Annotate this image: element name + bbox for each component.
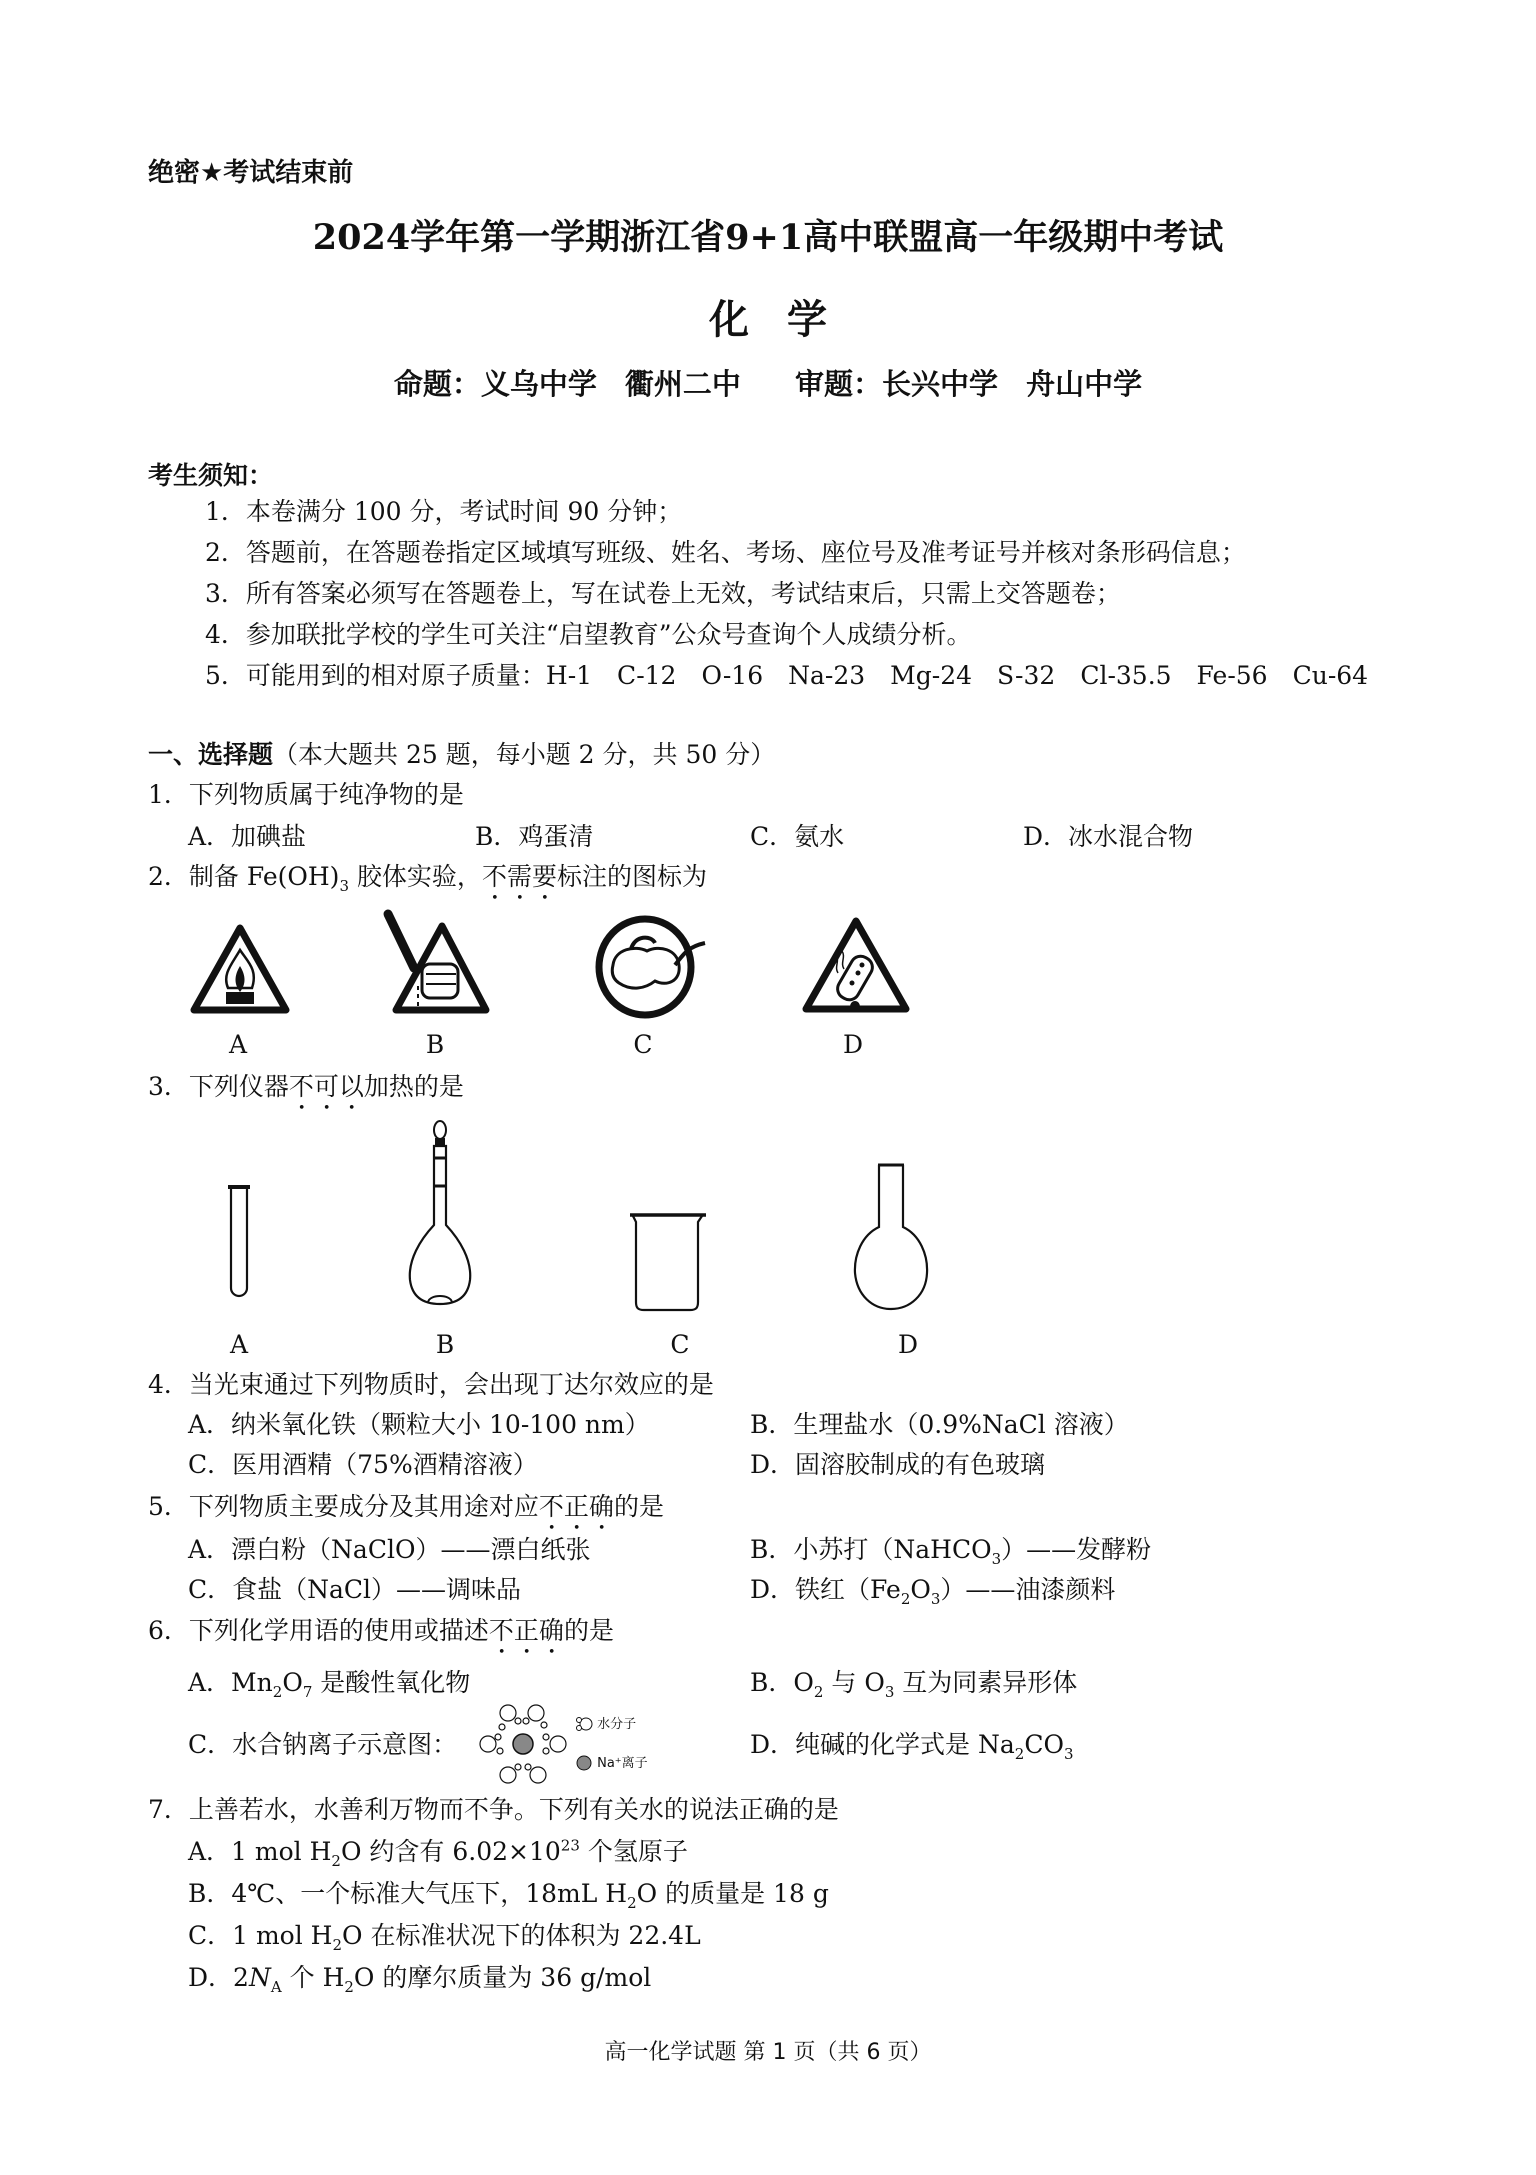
q4-option-a[interactable]: A．纳米氧化铁（颗粒大小 10-100 nm）	[188, 1410, 650, 1439]
q2-icon-label-a: A	[228, 1030, 248, 1059]
q6-option-d[interactable]	[750, 1730, 1074, 1763]
q6-stem-part: 6．下列化学用语的使用或描述	[148, 1616, 489, 1645]
q6-a-part: O	[282, 1668, 303, 1697]
q7-option-a[interactable]	[188, 1836, 688, 1870]
hydrated-sodium-ion-diagram	[478, 1703, 568, 1785]
notice-item: 5．可能用到的相对原子质量：H-1 C-12 O-16 Na-23 Mg-24 S-32 Cl-35.5 Fe-56 Cu-64	[205, 661, 1369, 690]
q6-b-part: 互为同素异形体	[894, 1668, 1078, 1697]
q6-a-sub: 2	[272, 1683, 283, 1701]
q1-option-c[interactable]: C．氨水	[750, 822, 845, 851]
q4-option-d[interactable]: D．固溶胶制成的有色玻璃	[750, 1450, 1046, 1479]
q1-option-b[interactable]: B．鸡蛋清	[475, 822, 594, 851]
q7-a-sub: 2	[331, 1852, 341, 1870]
q7-option-b[interactable]	[188, 1879, 829, 1912]
section-heading-detail: （本大题共 25 题，每小题 2 分，共 50 分）	[273, 740, 776, 769]
q2-stem-part: 标注的图标为	[556, 862, 707, 891]
q2-icon-label-d: D	[842, 1030, 864, 1059]
legend-water	[576, 1713, 676, 1735]
q2-subscript: 3	[339, 877, 349, 895]
q6-a-part: A．Mn	[188, 1668, 273, 1697]
notice-heading: 考生须知：	[148, 461, 274, 490]
q4-option-c[interactable]: C．医用酒精（75%酒精溶液）	[188, 1450, 538, 1479]
q5-b-part: B．小苏打（NaHCO	[750, 1535, 992, 1564]
q3-label-b: B	[435, 1330, 455, 1359]
exam-title: 2024学年第一学期浙江省9+1高中联盟高一年级期中考试	[312, 217, 1224, 258]
q5-option-c[interactable]: C．食盐（NaCl）——调味品	[188, 1575, 522, 1604]
legend-water-label: 水分子	[597, 1717, 637, 1732]
q5-d-part: D．铁红（Fe	[750, 1575, 901, 1604]
q3-emphasis: 不可以	[288, 1072, 364, 1101]
subject-title: 化学	[709, 296, 865, 343]
q7-c-part: O 在标准状况下的体积为 22.4L	[342, 1921, 701, 1950]
q6-option-b[interactable]	[750, 1668, 1078, 1701]
notice-item: 2．答题前，在答题卷指定区域填写班级、姓名、考场、座位号及准考证号并核对条形码信息；	[205, 538, 1246, 567]
q7-c-part: C．1 mol H	[188, 1921, 333, 1950]
q7-d-italic: N	[248, 1963, 271, 1992]
question-3-stem	[148, 1072, 464, 1116]
q3-stem-part: 加热的是	[363, 1072, 464, 1101]
section-heading-bold: 一、选择题	[148, 740, 274, 769]
q2-icon-label-b: B	[425, 1030, 445, 1059]
q3-label-a: A	[229, 1330, 249, 1359]
q7-b-sub: 2	[627, 1894, 637, 1912]
question-1-stem: 1．下列物质属于纯净物的是	[148, 780, 464, 809]
q5-d-part: O	[910, 1575, 931, 1604]
q5-option-b[interactable]	[750, 1535, 1152, 1568]
q7-d-part: 个 H	[281, 1963, 345, 1992]
water-molecule-icon	[576, 1716, 592, 1732]
section-heading	[148, 740, 775, 770]
flame-warning-icon[interactable]	[188, 922, 292, 1018]
reviewers: 审题：长兴中学	[795, 367, 999, 401]
q4-option-b[interactable]: B．生理盐水（0.9%NaCl 溶液）	[750, 1410, 1129, 1439]
exam-authors	[0, 362, 1536, 403]
q6-a-part: 是酸性氧化物	[312, 1668, 471, 1697]
legend-sodium	[576, 1752, 676, 1774]
q6-option-a[interactable]	[188, 1668, 471, 1701]
heating-test-tube-warning-icon[interactable]	[800, 915, 912, 1018]
q6-b-part: 与 O	[823, 1668, 885, 1697]
q6-d-part: D．纯碱的化学式是 Na	[750, 1730, 1015, 1759]
q5-option-d[interactable]	[750, 1575, 1116, 1608]
notice-item: 1．本卷满分 100 分，考试时间 90 分钟；	[205, 497, 683, 526]
sodium-ion-icon	[576, 1755, 592, 1771]
question-4-stem: 4．当光束通过下列物质时，会出现丁达尔效应的是	[148, 1370, 714, 1399]
q7-option-d[interactable]	[188, 1963, 652, 1996]
q7-d-sub: 2	[344, 1978, 354, 1996]
question-6-stem	[148, 1616, 614, 1660]
q5-emphasis: 不正确	[538, 1492, 614, 1521]
page-footer: 高一化学试题 第 1 页（共 6 页）	[604, 2040, 932, 2065]
legend-sodium-label: Na⁺离子	[597, 1756, 648, 1771]
q6-d-sub: 2	[1014, 1745, 1025, 1763]
q7-d-part: O 的摩尔质量为 36 g/mol	[353, 1963, 652, 1992]
q2-stem-part: 2．制备 Fe(OH)	[148, 862, 340, 891]
q6-b-part: B．O	[750, 1668, 814, 1697]
q6-a-sub: 7	[302, 1683, 313, 1701]
q7-option-c[interactable]	[188, 1921, 701, 1954]
q2-emphasis: 不需要	[481, 862, 557, 891]
q6-d-sub: 3	[1063, 1745, 1074, 1763]
q7-a-part: A．1 mol H	[188, 1837, 332, 1866]
q6-b-sub: 2	[813, 1683, 824, 1701]
q7-a-part: O 约含有 6.02×10	[340, 1837, 561, 1866]
setter-2: 衢州二中	[624, 367, 741, 401]
q7-b-part: B．4℃、一个标准大气压下，18mL H	[188, 1879, 628, 1908]
q7-a-part: 个氢原子	[579, 1837, 688, 1866]
round-bottom-flask-icon[interactable]	[850, 1163, 930, 1313]
q5-stem-part: 5．下列物质主要成分及其用途对应	[148, 1492, 539, 1521]
q5-d-sub: 3	[930, 1590, 941, 1608]
q5-b-part: ）——发酵粉	[1001, 1535, 1152, 1564]
beaker-icon[interactable]	[628, 1212, 708, 1312]
q6-emphasis: 不正确	[488, 1616, 564, 1645]
question-5-stem	[148, 1492, 664, 1536]
question-2-stem	[148, 862, 707, 906]
q7-d-part: D．2	[188, 1963, 249, 1992]
q5-stem-part: 的是	[613, 1492, 664, 1521]
q7-a-sup: 23	[560, 1836, 580, 1855]
q2-icon-label-c: C	[633, 1030, 653, 1059]
q7-d-sub: A	[270, 1978, 282, 1996]
q3-label-d: D	[897, 1330, 919, 1359]
q7-c-sub: 2	[332, 1936, 343, 1954]
q5-d-sub: 2	[900, 1590, 911, 1608]
q2-stem-part: 胶体实验，	[348, 862, 482, 891]
q1-option-a[interactable]: A．加碘盐	[188, 822, 307, 851]
question-7-stem: 7．上善若水，水善利万物而不争。下列有关水的说法正确的是	[148, 1795, 839, 1824]
q6-stem-part: 的是	[563, 1616, 614, 1645]
volumetric-flask-icon[interactable]	[400, 1120, 480, 1310]
sharp-object-warning-icon[interactable]	[382, 912, 494, 1018]
setters: 命题：义乌中学	[393, 367, 597, 401]
reviewer-2: 舟山中学	[1026, 367, 1143, 401]
q6-d-part: CO	[1024, 1730, 1064, 1759]
q1-option-d[interactable]: D．冰水混合物	[1023, 822, 1194, 851]
q6-b-sub: 3	[884, 1683, 895, 1701]
q5-option-a[interactable]: A．漂白粉（NaClO）——漂白纸张	[188, 1535, 591, 1564]
notice-item: 4．参加联批学校的学生可关注“启望教育”公众号查询个人成绩分析。	[205, 620, 972, 649]
q3-stem-part: 3．下列仪器	[148, 1072, 289, 1101]
q6-option-c[interactable]: C．水合钠离子示意图：	[188, 1730, 458, 1759]
notice-item: 3．所有答案必须写在答题卷上，写在试卷上无效，考试结束后，只需上交答题卷；	[205, 579, 1121, 608]
q7-b-part: O 的质量是 18 g	[636, 1879, 829, 1908]
confidential-label: 绝密★考试结束前	[148, 158, 354, 188]
q5-d-part: ）——油漆颜料	[940, 1575, 1116, 1604]
q5-b-sub: 3	[991, 1550, 1002, 1568]
q3-label-c: C	[670, 1330, 690, 1359]
hot-surface-icon[interactable]	[595, 915, 720, 1020]
test-tube-icon[interactable]	[224, 1183, 254, 1303]
